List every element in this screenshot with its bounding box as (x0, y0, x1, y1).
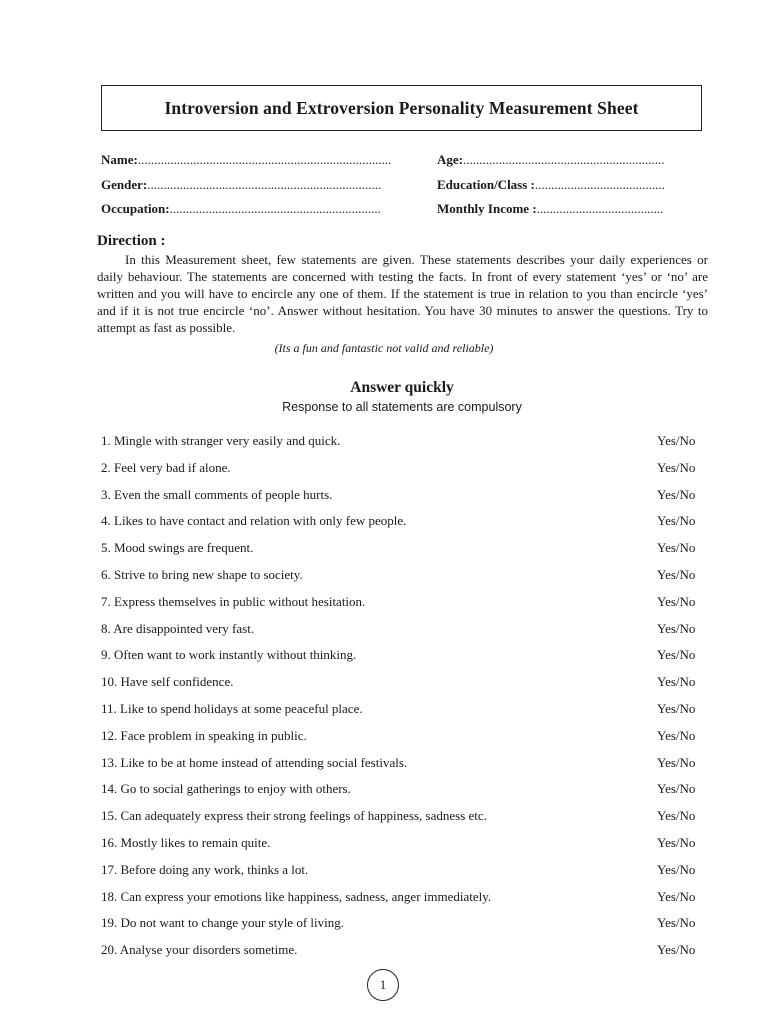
list-item (0, 431, 768, 451)
list-item (0, 485, 768, 505)
title-box (101, 85, 702, 131)
list-item (0, 565, 768, 585)
yes-no-option[interactable]: Yes/No (657, 647, 696, 663)
question-text: 14. Go to social gatherings to enjoy with others. (101, 781, 351, 797)
direction-note: (Its a fun and fantastic not valid and reliable) (274, 341, 494, 355)
income-label: Monthly Income : (437, 201, 537, 216)
direction-heading: Direction : (97, 233, 166, 249)
question-text: 12. Face problem in speaking in public. (101, 727, 307, 743)
age-label: Age: (437, 152, 463, 167)
answer-subheading: Response to all statements are compulsory (282, 400, 522, 414)
question-text: 18. Can express your emotions like happiness, sadness, anger immediately. (101, 888, 492, 904)
question-text: 17. Before doing any work, thinks a lot. (101, 861, 309, 877)
list-item (0, 940, 768, 960)
question-text: 3. Even the small comments of people hurts. (101, 486, 333, 502)
name-label: Name: (101, 152, 138, 167)
income-dots: ....................................... (536, 201, 664, 216)
list-item (0, 913, 768, 933)
question-text: 5. Mood swings are frequent. (101, 540, 254, 556)
question-text: 7. Express themselves in public without hesitation. (101, 593, 366, 609)
list-item (0, 833, 768, 853)
direction-text (97, 251, 708, 336)
gender-dots: ........................................................................ (147, 177, 382, 192)
education-field (437, 177, 705, 193)
yes-no-option[interactable]: Yes/No (657, 433, 696, 448)
education-label: Education/Class : (437, 177, 535, 192)
question-text: 8. Are disappointed very fast. (101, 620, 255, 636)
direction-body: In this Measurement sheet, few statements are given. These statements describes your daily experiences or daily behaviour. The statements are concerned with testing the facts. In front of every statement ‘yes’ or ‘no’ are written and you will have to encircle any one of them. If the statement is true in relation to you than encircle ‘yes’ and if it is not true encircle ‘no’. Answer without hesitation. You have 30 minutes to answer the questions. Try to attempt as fast as possible. (97, 252, 708, 335)
yes-no-option[interactable]: Yes/No (657, 888, 696, 904)
gender-field (101, 177, 431, 193)
question-text: 20. Analyse your disorders sometime. (101, 942, 298, 958)
yes-no-option[interactable]: Yes/No (657, 540, 696, 556)
yes-no-option[interactable]: Yes/No (657, 593, 696, 609)
list-item (0, 672, 768, 692)
question-text: 4. Likes to have contact and relation with only few people. (101, 513, 407, 529)
list-item (0, 511, 768, 531)
list-item (0, 699, 768, 719)
list-item (0, 887, 768, 907)
list-item (0, 726, 768, 746)
list-item (0, 538, 768, 558)
education-dots: ........................................ (534, 177, 665, 192)
question-text: 15. Can adequately express their strong feelings of happiness, sadness etc. (101, 808, 487, 824)
yes-no-option[interactable]: Yes/No (657, 915, 696, 931)
question-text: 9. Often want to work instantly without thinking. (101, 647, 357, 663)
list-item (0, 806, 768, 826)
yes-no-option[interactable]: Yes/No (657, 674, 696, 690)
yes-no-option[interactable]: Yes/No (657, 727, 696, 743)
yes-no-option[interactable]: Yes/No (657, 835, 696, 850)
yes-no-option[interactable]: Yes/No (657, 459, 696, 475)
page-title: Introversion and Extroversion Personality Measurement Sheet (164, 97, 639, 118)
question-text: 19. Do not want to change your style of living. (101, 915, 344, 931)
list-item (0, 779, 768, 799)
list-item (0, 458, 768, 478)
age-field (437, 152, 705, 168)
yes-no-option[interactable]: Yes/No (657, 808, 696, 824)
occupation-label: Occupation: (101, 201, 170, 216)
list-item (0, 753, 768, 773)
list-item (0, 645, 768, 665)
question-text: 1. Mingle with stranger very easily and quick. (101, 433, 341, 448)
name-dots: .............................................................................. (137, 152, 392, 167)
yes-no-option[interactable]: Yes/No (657, 486, 696, 502)
question-text: 10. Have self confidence. (101, 674, 234, 690)
list-item (0, 860, 768, 880)
yes-no-option[interactable]: Yes/No (657, 701, 696, 716)
yes-no-option[interactable]: Yes/No (657, 942, 696, 958)
question-text: 16. Mostly likes to remain quite. (101, 835, 271, 850)
yes-no-option[interactable]: Yes/No (657, 620, 696, 636)
question-text: 13. Like to be at home instead of attending social festivals. (101, 754, 408, 770)
page-number: 1 (367, 969, 399, 1001)
occupation-dots: ................................................................. (169, 201, 381, 216)
age-dots: .............................................................. (463, 152, 665, 167)
question-text: 11. Like to spend holidays at some peaceful place. (101, 701, 363, 716)
answer-heading: Answer quickly (350, 379, 454, 396)
gender-label: Gender: (101, 177, 148, 192)
yes-no-option[interactable]: Yes/No (657, 781, 696, 797)
question-text: 6. Strive to bring new shape to society. (101, 567, 303, 582)
yes-no-option[interactable]: Yes/No (657, 513, 696, 529)
yes-no-option[interactable]: Yes/No (657, 861, 696, 877)
list-item (0, 592, 768, 612)
name-field (101, 152, 431, 168)
question-text: 2. Feel very bad if alone. (101, 459, 231, 475)
yes-no-option[interactable]: Yes/No (657, 567, 696, 582)
income-field (437, 201, 705, 217)
list-item (0, 619, 768, 639)
occupation-field (101, 201, 431, 217)
yes-no-option[interactable]: Yes/No (657, 754, 696, 770)
